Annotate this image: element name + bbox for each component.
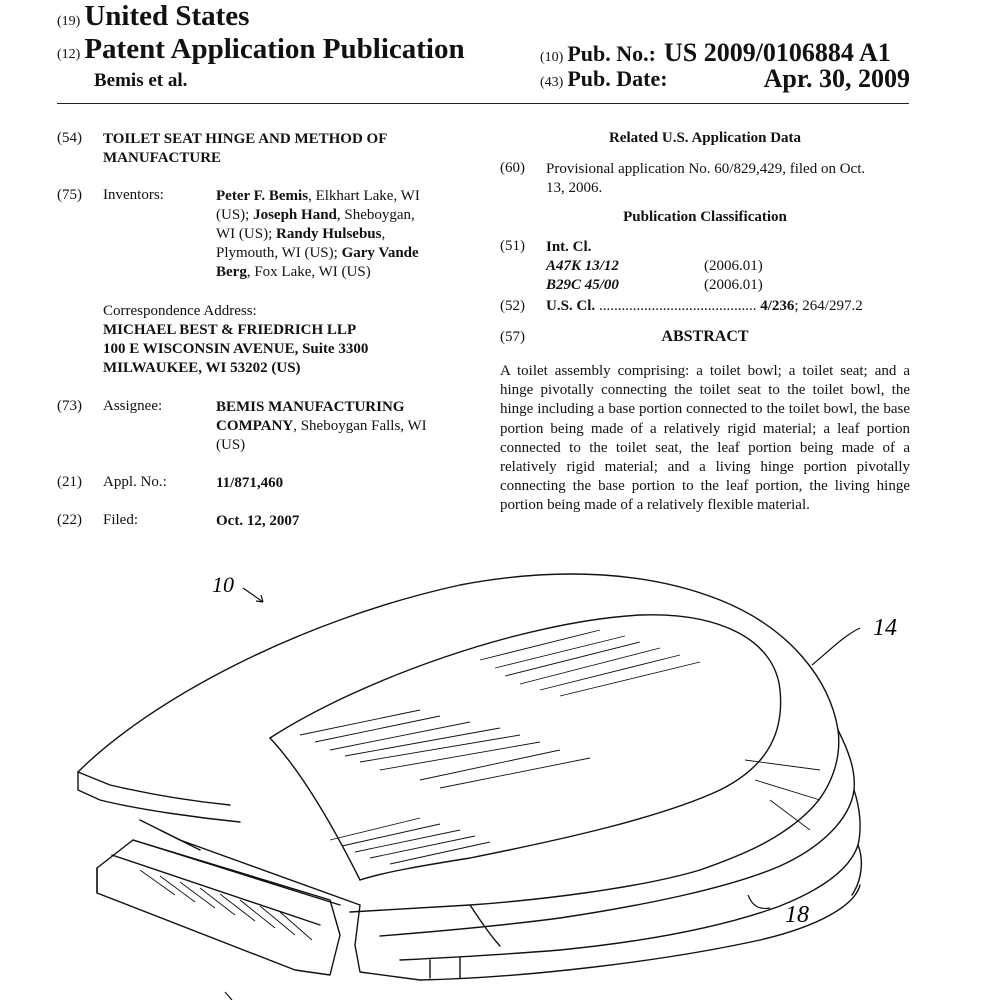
inventor-loc: , [381, 226, 386, 242]
code-19: (19) [57, 14, 81, 29]
correspondence-line-2: 100 E WISCONSIN AVENUE, Suite 3300 [103, 341, 369, 357]
intcl-code: (51) [500, 238, 525, 254]
header-divider [57, 103, 909, 104]
assignee-line-1: BEMIS MANUFACTURING [216, 399, 405, 415]
ref-10-arrow [243, 588, 263, 602]
inventors-label: Inventors: [103, 187, 164, 203]
assignee-label: Assignee: [103, 398, 163, 414]
abstract-text: A toilet assembly comprising: a toilet bowl; a toilet seat; and a hinge pivotally connecting the toilet seat to the toilet bowl, the hinge including a base portion connected to the toilet bowl, the base portion being made of a relatively rigid material; a leaf portion connected to the toilet seat, the leaf portion being made of a relatively rigid material; and a living hinge portion pivotally connecting the base portion to the leaf portion, the living hinge portion being made of a relatively flexible material. [500, 363, 910, 514]
appl-label: Appl. No.: [103, 474, 167, 490]
title-code: (54) [57, 130, 82, 146]
country: United States [84, 0, 250, 32]
code-43: (43) [540, 75, 564, 90]
inventor-name: Joseph Hand [253, 207, 337, 223]
inventor-loc: Plymouth, WI (US); [216, 245, 342, 261]
class-1-version: (2006.01) [704, 258, 763, 274]
filed-date: Oct. 12, 2007 [216, 513, 300, 529]
class-2-version: (2006.01) [704, 277, 763, 293]
inventor-loc: , Sheboygan, [336, 207, 415, 223]
appl-no: 11/871,460 [216, 475, 284, 491]
inventor-name: Gary Vande [341, 245, 419, 261]
publication-type: Patent Application Publication [84, 33, 465, 65]
inventor-short: Bemis et al. [94, 70, 188, 91]
provisional-line-2: 13, 2006. [546, 180, 603, 196]
inventor-name: Peter F. Bemis [216, 188, 309, 204]
pub-date-label: Pub. Date: [567, 66, 668, 91]
inventors [216, 187, 456, 282]
inventor-loc: WI (US); [216, 226, 276, 242]
assignee [216, 398, 461, 455]
abstract-heading: ABSTRACT [661, 328, 749, 345]
uscl [546, 298, 863, 315]
appl-code: (21) [57, 474, 82, 490]
pub-date: Apr. 30, 2009 [763, 64, 910, 93]
ref-10: 10 [212, 572, 234, 597]
title-line-1: TOILET SEAT HINGE AND METHOD OF [103, 131, 388, 147]
code-10: (10) [540, 50, 564, 65]
ref-14-leader [812, 628, 860, 665]
provisional-code: (60) [500, 160, 525, 176]
ref-18: 18 [785, 902, 809, 928]
patent-figure [0, 540, 1000, 1000]
provisional-line-1: Provisional application No. 60/829,429, filed on Oct. [546, 161, 866, 177]
filed-label: Filed: [103, 512, 139, 528]
correspondence [103, 302, 368, 378]
title-line-2: MANUFACTURE [103, 150, 222, 166]
country-line [57, 0, 249, 33]
lid-panel [270, 615, 781, 880]
abstract-code: (57) [500, 329, 525, 345]
pub-type-line [57, 33, 465, 66]
class-1: A47K 13/12 [546, 258, 619, 274]
pub-class-heading: Publication Classification [623, 209, 787, 225]
uscl-label: U.S. Cl. [546, 298, 596, 314]
correspondence-line-1: MICHAEL BEST & FRIEDRICH LLP [103, 322, 357, 338]
assignee-code: (73) [57, 398, 82, 414]
inventor-name: Berg [216, 264, 247, 280]
lid-outline [78, 574, 839, 912]
ref-14: 14 [873, 615, 897, 641]
uscl-leader: .......................................... [598, 298, 757, 314]
uscl-rest: ; 264/297.2 [794, 298, 863, 314]
assignee-company: COMPANY [216, 418, 294, 434]
assignee-line-2: , Sheboygan Falls, WI [293, 418, 427, 434]
inventor-loc: , Fox Lake, WI (US) [246, 264, 371, 280]
uscl-main: 4/236 [760, 298, 795, 314]
class-2: B29C 45/00 [546, 277, 619, 293]
inventor-loc: , Elkhart Lake, WI [308, 188, 420, 204]
correspondence-line-3: MILWAUKEE, WI 53202 (US) [103, 360, 301, 376]
title [103, 130, 387, 168]
inventor-name: Randy Hulsebus [276, 226, 382, 242]
provisional [546, 160, 910, 198]
correspondence-label: Correspondence Address: [103, 303, 257, 319]
code-12: (12) [57, 47, 81, 62]
filed-code: (22) [57, 512, 82, 528]
related-heading: Related U.S. Application Data [608, 130, 802, 146]
uscl-code: (52) [500, 298, 525, 314]
ref-18-leader [748, 895, 770, 908]
assignee-line-3: (US) [216, 437, 246, 453]
hinge-block [97, 840, 340, 975]
pub-no-label: Pub. No.: [567, 41, 656, 66]
inventor-loc: (US); [216, 207, 254, 223]
intcl-label: Int. Cl. [546, 239, 592, 255]
pub-date-line [540, 66, 910, 92]
inventors-code: (75) [57, 187, 82, 203]
pub-no: US 2009/0106884 A1 [663, 38, 891, 67]
